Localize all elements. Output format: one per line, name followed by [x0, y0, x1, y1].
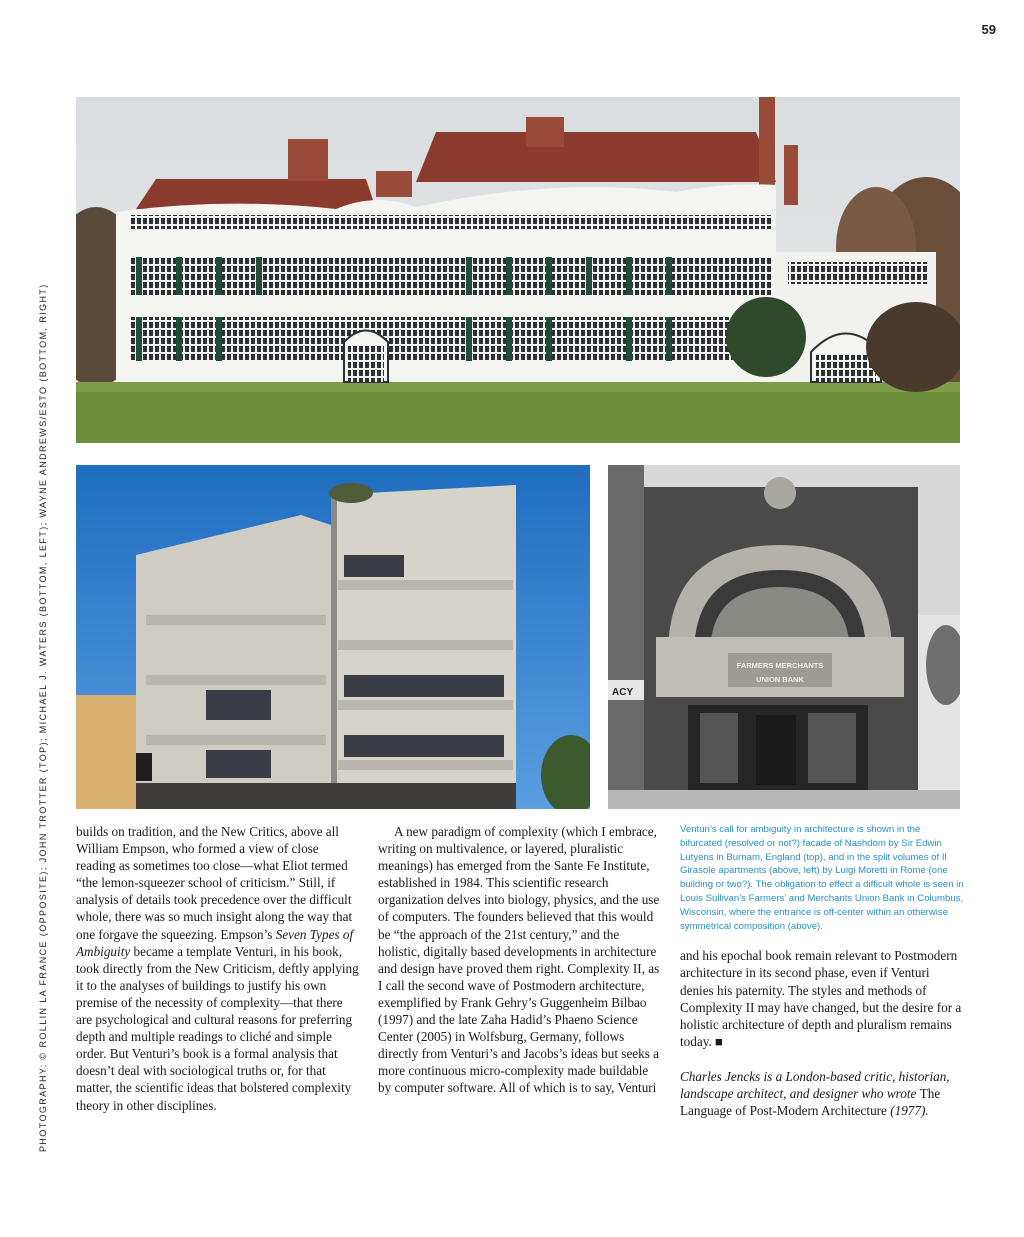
- girasole-illustration: [76, 465, 590, 809]
- photo-nashdom: [76, 97, 960, 443]
- col-2-paragraph: A new paradigm of complexity (which I embrace, writing on multivalence, or layered, pluralistic meanings) has emerged from the Sante Fe Institute, established in 1984. This scientific research organization delves into biology, physics, and the use of computers. The founders believed that this would be “the approach of the 21st century,” and the holistic, digitally based developments in architecture and design have proved them right. Complexity II, as I call the second wave of Postmodern architecture, exemplified by Frank Gehry’s Guggenheim Bilbao (1997) and the late Zaha Hadid’s Phaeno Science Center (2005) in Wolfsburg, Germany, follows directly from Venturi’s and Jacobs’s ideas but seeks a more continuous micro-complexity made buildable by computer software. All of which is to say, Venturi: [378, 824, 660, 1096]
- col-1-text-a: builds on tradition, and the New Critics, above all William Empson, who formed a view of close reading as sometimes too close—what Eliot termed “the lemon-squeezer school of criticism.” Still, if analysis of details took precedence over the difficult whole, there was so much insight along the way that one forgave the squeezing. Empson’s: [76, 824, 353, 942]
- body-column-3: [680, 823, 964, 1119]
- body-column-2: [378, 823, 662, 1097]
- col-1-text-b: became a template Venturi, in his book, took directly from the New Criticism, deftly applying it to the analyses of buildings to justify his own premise of the necessity of complexity—that there are psychological and cultural reasons for preferring depth and multiple readings to cliché and simple order. But Venturi’s book is a formal analysis that doesn’t deal with sociological truths or, for that matter, the scientific ideas that bolstered complexity theory in other disciplines.: [76, 943, 359, 1113]
- bio-text-a: Charles Jencks is a London-based critic, historian, landscape architect, and designer who wrote: [680, 1068, 950, 1102]
- photo-credit: PHOTOGRAPHY: © ROLLIN LA FRANCE (OPPOSITE); JOHN TROTTER (TOP); MICHAEL J. WATERS (BOTTOM, LEFT); WAYNE ANDREWS/ESTO (BOTTOM, RIGHT): [38, 283, 48, 1152]
- bio-text-b: (1977).: [886, 1103, 929, 1119]
- photo-il-girasole: [76, 465, 590, 809]
- side-sign-text: ACY: [612, 687, 634, 698]
- photo-farmers-merchants-bank: [608, 465, 960, 809]
- bank-sign-line2: UNION BANK: [756, 675, 804, 684]
- bio-book-title: The Language of Post-Modern Architecture: [680, 1086, 941, 1119]
- nashdom-illustration: [76, 97, 960, 443]
- body-column-1: [76, 823, 360, 1114]
- col-1-book-title: Seven Types of Ambiguity: [76, 926, 354, 959]
- col-3-paragraph: and his epochal book remain relevant to Postmodern architecture in its second phase, even if Venturi denies his paternity. The styles and methods of Complexity II may have changed, but the desire for a holistic architecture of depth and pluralism remains today. ■: [680, 948, 962, 1049]
- col-1-paragraph: [76, 823, 360, 1114]
- photo-caption: Venturi’s call for ambiguity in architecture is shown in the bifurcated (resolved or not?) facade of Nashdom by Sir Edwin Lutyens in Burnam, England (top), and in the split volumes of Il Girasole apartments (above, left) by Luigi Moretti in Rome (one building or two?). The obligation to effect a difficult whole is seen in Louis Sullivan’s Farmers’ and Merchants Union Bank in Columbus, Wisconsin, where the entrance is off-center within an otherwise symmetrical composition (above).: [680, 824, 964, 932]
- page-number: 59: [981, 22, 996, 37]
- author-bio: [680, 1068, 964, 1119]
- bank-illustration: [608, 465, 960, 809]
- bank-sign-line1: FARMERS MERCHANTS: [736, 661, 824, 670]
